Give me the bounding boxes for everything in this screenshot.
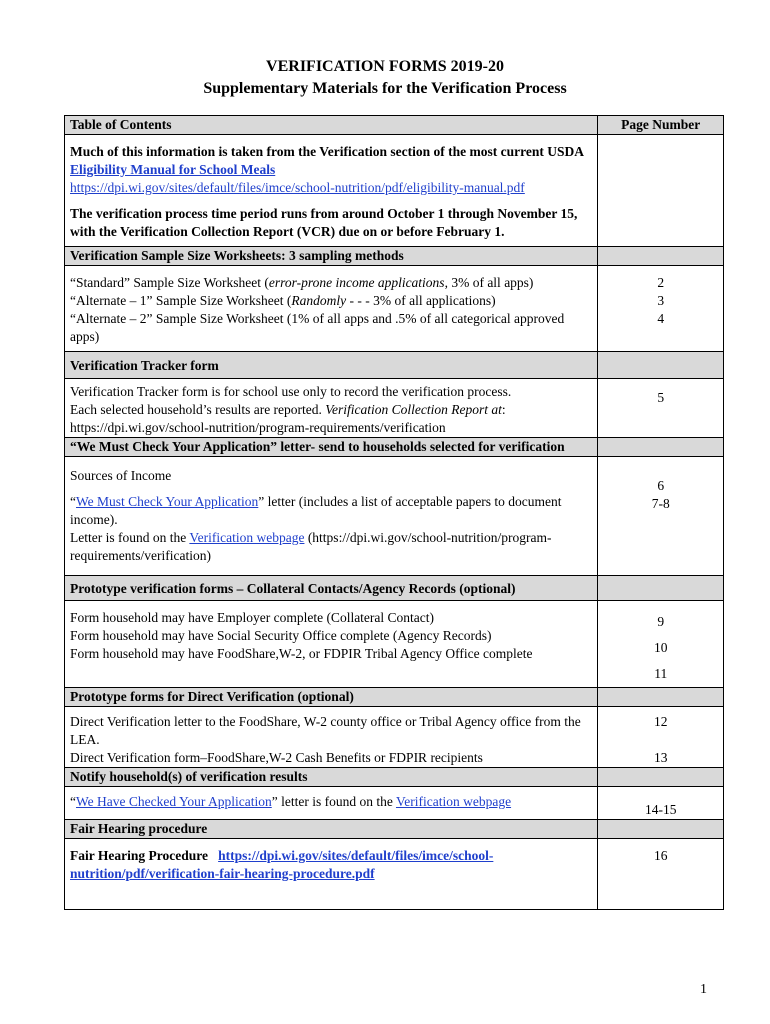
page-ref: 11 bbox=[654, 666, 668, 681]
section-header-must-check: “We Must Check Your Application” letter- send to households selected for verification bbox=[65, 438, 724, 457]
page-ref: 10 bbox=[653, 640, 668, 655]
section-header-direct: Prototype forms for Direct Verification (optional) bbox=[65, 688, 724, 707]
page-ref: 6 bbox=[657, 478, 665, 493]
page-ref: 7-8 bbox=[651, 496, 670, 511]
we-must-check-link[interactable]: We Must Check Your Application bbox=[76, 494, 259, 509]
eligibility-manual-link[interactable]: Eligibility Manual for School Meals bbox=[70, 162, 276, 177]
page-ref: 9 bbox=[657, 614, 665, 629]
section-body-prototype: Form household may have Employer complete (Collateral Contact) Form household may have Social Security Office complete (Agency Records) Form household may have FoodShare,W-2, or FDPIR Tribal Agency Office complete 9 10 11 bbox=[65, 601, 724, 688]
standard-worksheet-line: “Standard” Sample Size Worksheet (error-prone income applications, 3% of all apps) bbox=[70, 275, 534, 290]
page-ref: 3 bbox=[657, 293, 665, 308]
page-ref: 4 bbox=[657, 311, 665, 326]
sources-of-income: Sources of Income bbox=[70, 468, 172, 483]
fair-hearing-link[interactable]: https://dpi.wi.gov/sites/default/files/imce/school-nutrition/pdf/verification-fair-hearing-procedure.pdf bbox=[70, 848, 494, 881]
section-body-must-check: Sources of Income “We Must Check Your Application” letter (includes a list of acceptable papers to document income). Letter is found on the Verification webpage (https://dpi.wi.gov/school-nutrition/program-requirements/verification) 6 7-8 bbox=[65, 457, 724, 576]
page-ref: 16 bbox=[653, 848, 668, 863]
page-ref: 2 bbox=[657, 275, 665, 290]
document-subtitle: Supplementary Materials for the Verification Process bbox=[203, 80, 567, 97]
alternate-1-worksheet-line: “Alternate – 1” Sample Size Worksheet (Randomly - - - 3% of all applications) bbox=[70, 293, 496, 308]
toc-header-row bbox=[65, 116, 724, 135]
section-body-tracker: Verification Tracker form is for school use only to record the verification process. Each selected household’s results are reported. Verification Collection Report at: https://dpi.wi.gov/school-nutrition/program-requirements/verification 5 bbox=[65, 379, 724, 438]
table-of-contents bbox=[64, 115, 724, 910]
section-body-sample-size bbox=[65, 266, 724, 352]
tracker-url: https://dpi.wi.gov/school-nutrition/program-requirements/verification bbox=[70, 420, 446, 435]
page-ref: 14-15 bbox=[644, 802, 677, 817]
section-body-direct: Direct Verification letter to the FoodShare, W-2 county office or Tribal Agency office from the LEA. Direct Verification form–FoodShare,W-2 Cash Benefits or FDPIR recipients 12 13 bbox=[65, 707, 724, 768]
we-have-checked-link[interactable]: We Have Checked Your Application bbox=[76, 794, 272, 809]
page-number: 1 bbox=[700, 982, 707, 997]
page-ref: 5 bbox=[657, 390, 665, 405]
intro-paragraph-1: Much of this information is taken from the Verification section of the most current USDA Eligibility Manual for School Meals bbox=[70, 144, 584, 177]
page-ref: 12 bbox=[653, 714, 668, 729]
section-header-tracker: Verification Tracker form bbox=[65, 352, 724, 379]
section-header-notify: Notify household(s) of verification results bbox=[65, 768, 724, 787]
section-header-sample-size: Verification Sample Size Worksheets: 3 sampling methods bbox=[65, 247, 724, 266]
section-body-notify: “We Have Checked Your Application” letter is found on the Verification webpage 14-15 bbox=[65, 787, 724, 820]
document-title: VERIFICATION FORMS 2019-20 bbox=[266, 58, 504, 75]
section-header-prototype: Prototype verification forms – Collateral Contacts/Agency Records (optional) bbox=[65, 576, 724, 601]
page-ref: 13 bbox=[653, 750, 668, 765]
page-number-column-header: Page Number bbox=[598, 116, 724, 135]
verification-webpage-link[interactable]: Verification webpage bbox=[189, 530, 305, 545]
intro-row bbox=[65, 135, 724, 247]
intro-paragraph-2: The verification process time period runs from around October 1 through November 15, with the Verification Collection Report (VCR) due on or before February 1. bbox=[70, 206, 578, 239]
eligibility-manual-url[interactable]: https://dpi.wi.gov/sites/default/files/imce/school-nutrition/pdf/eligibility-manual.pdf bbox=[70, 180, 525, 195]
alternate-2-worksheet-line: “Alternate – 2” Sample Size Worksheet (1% of all apps and .5% of all categorical approved apps) bbox=[70, 311, 565, 344]
verification-webpage-link[interactable]: Verification webpage bbox=[395, 794, 512, 809]
toc-column-header: Table of Contents bbox=[65, 116, 598, 135]
section-header-fair-hearing: Fair Hearing procedure bbox=[65, 820, 724, 839]
section-body-fair-hearing: Fair Hearing Procedure https://dpi.wi.gov/sites/default/files/imce/school-nutrition/pdf/verification-fair-hearing-procedure.pdf 16 bbox=[65, 839, 724, 910]
